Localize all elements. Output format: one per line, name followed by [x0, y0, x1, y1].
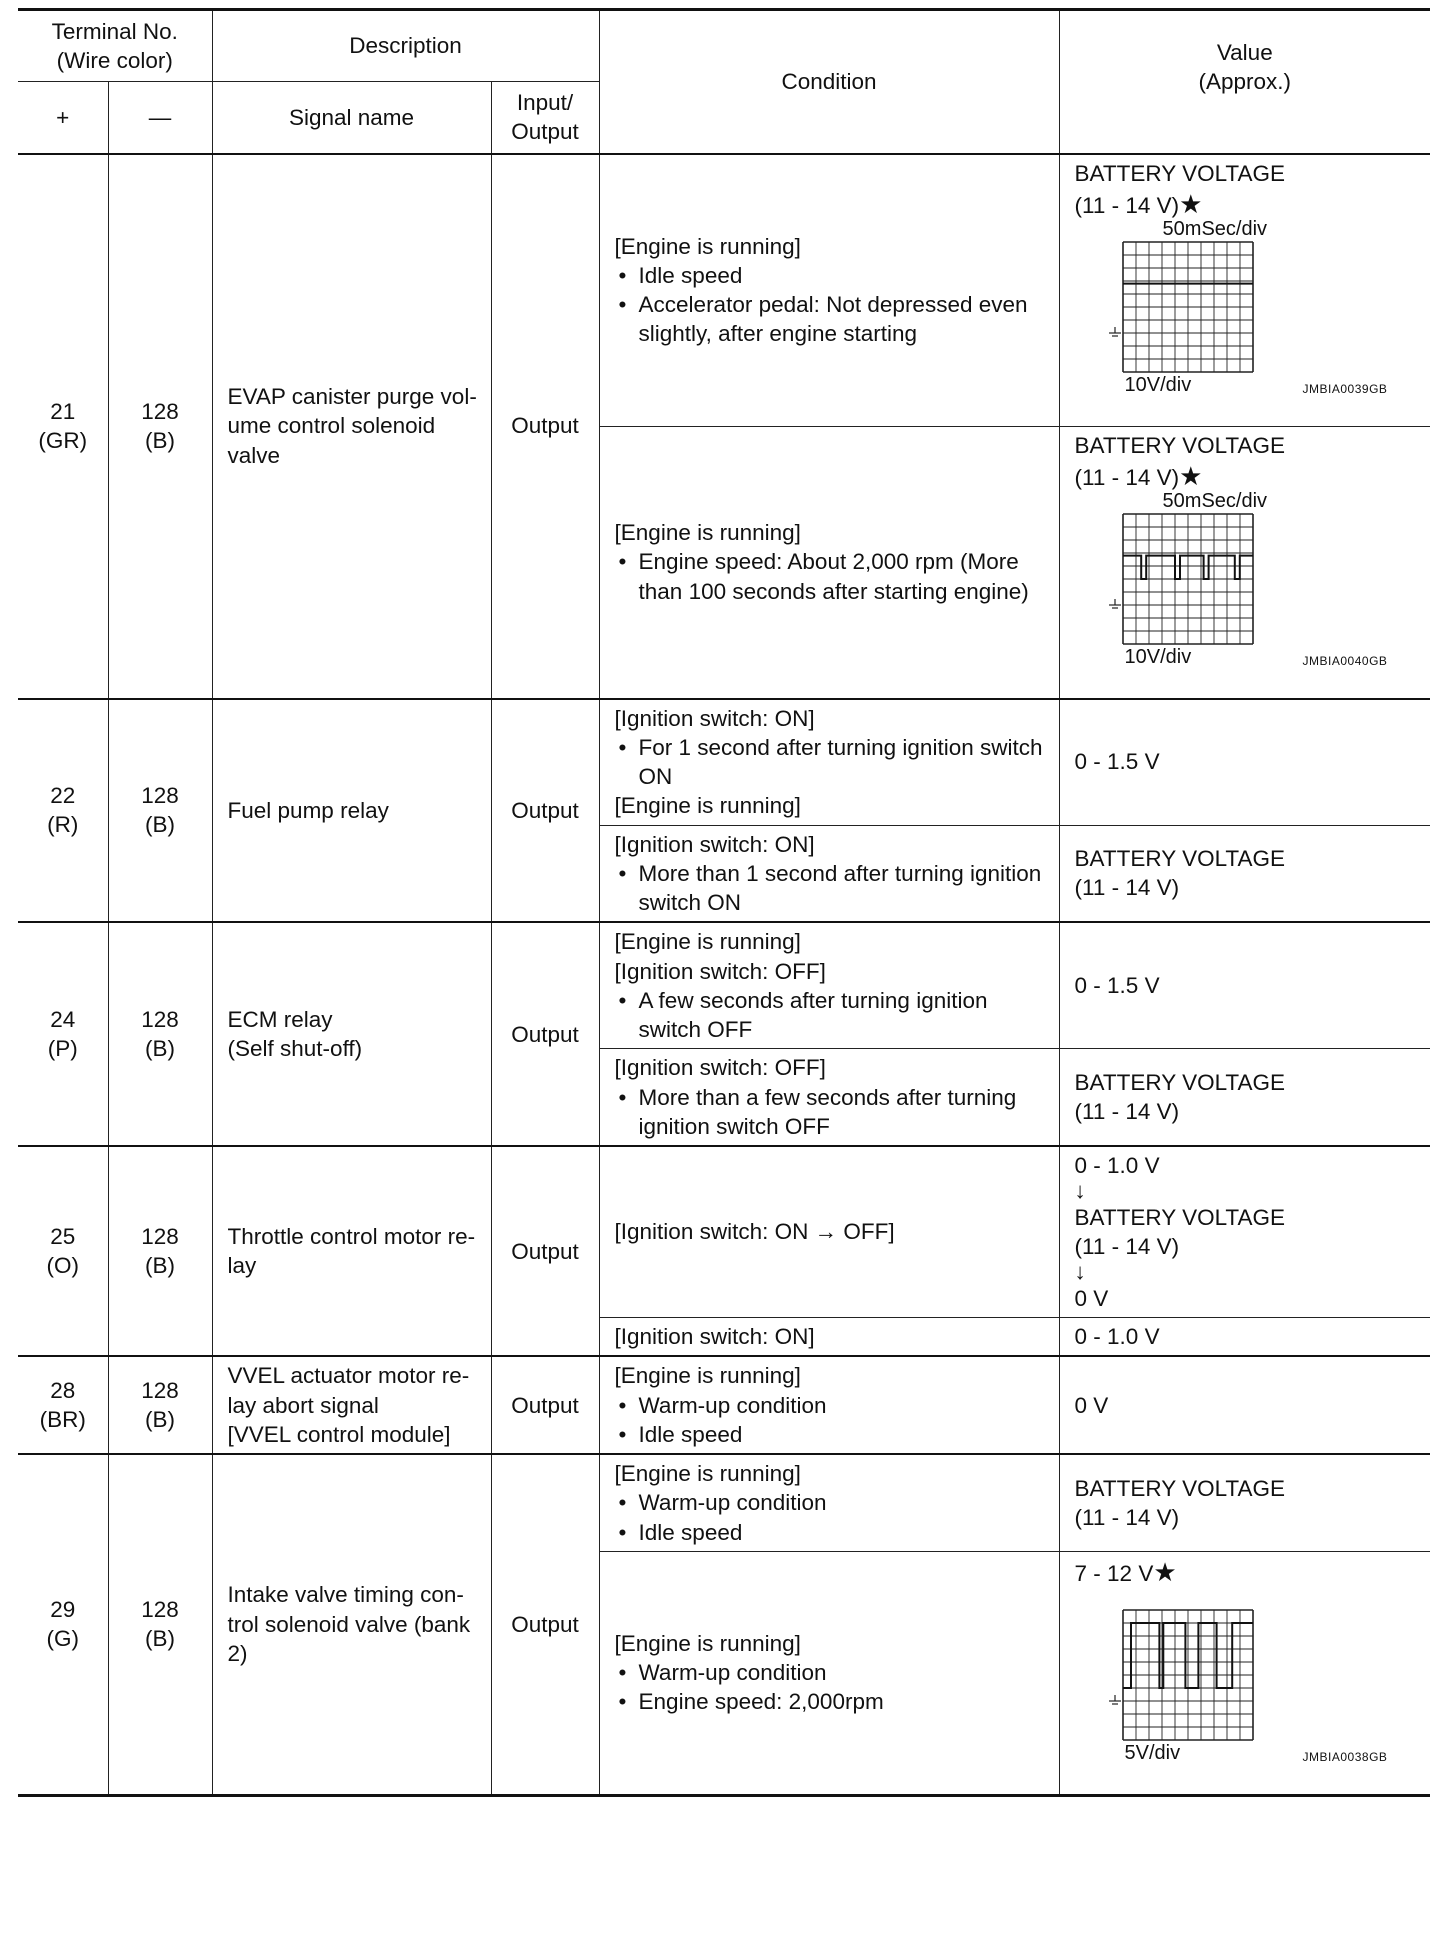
- header-io-line2: Output: [511, 119, 579, 145]
- terminal-positive: [18, 1146, 108, 1356]
- waveform-diagram: [1075, 217, 1405, 422]
- condition-heading: [Engine is running]: [614, 233, 801, 259]
- header-signal-name: Signal name: [212, 82, 491, 154]
- value-line: 0 - 1.0 V: [1074, 1153, 1160, 1179]
- time-division-label: 50mSec/div: [1162, 489, 1268, 512]
- wire-color: (O): [46, 1253, 79, 1279]
- value-line: 0 - 1.5 V: [1074, 973, 1160, 999]
- condition-heading: [Ignition switch: ON]: [614, 705, 815, 731]
- signal-name: [212, 1146, 491, 1356]
- figure-code: JMBIA0040GB: [1302, 653, 1388, 668]
- value-line: BATTERY VOLTAGE: [1074, 160, 1286, 186]
- star-icon: ★: [1153, 1556, 1177, 1587]
- terminal-number: 28: [50, 1377, 76, 1403]
- signal-name-line: trol solenoid valve (bank: [227, 1611, 471, 1637]
- terminal-negative: [108, 699, 212, 923]
- condition-heading: [Ignition switch: OFF]: [614, 958, 826, 984]
- condition-heading: [Engine is running]: [614, 929, 801, 955]
- terminal-number: 128: [141, 1377, 179, 1403]
- table-row: [18, 1356, 1430, 1454]
- figure-code: JMBIA0039GB: [1302, 381, 1388, 396]
- wire-color: (B): [145, 812, 175, 838]
- condition-bullet: • Warm-up condition: [615, 1391, 1051, 1420]
- volt-division-label: 5V/div: [1124, 1741, 1181, 1764]
- signal-name-line: Intake valve timing con-: [227, 1582, 464, 1608]
- waveform-diagram: [1075, 1590, 1405, 1790]
- value-cell: [1059, 1146, 1430, 1318]
- terminal-positive: [18, 922, 108, 1146]
- time-division-label: 50mSec/div: [1162, 217, 1268, 240]
- value-line: BATTERY VOLTAGE: [1074, 1204, 1286, 1230]
- header-terminal-line1: Terminal No.: [51, 18, 178, 44]
- table-row: [18, 699, 1430, 826]
- header-condition: Condition: [599, 10, 1059, 154]
- wire-color: (B): [145, 428, 175, 454]
- value-line: 7 - 12 V: [1074, 1560, 1154, 1586]
- terminal-negative: [108, 922, 212, 1146]
- condition-cell: [599, 1454, 1059, 1551]
- value-line: (11 - 14 V): [1074, 1504, 1180, 1530]
- waveform-diagram: [1075, 489, 1405, 694]
- header-io: [491, 82, 599, 154]
- condition-cell: [599, 1356, 1059, 1454]
- signal-name: [212, 1356, 491, 1454]
- value-line: 0 V: [1074, 1285, 1109, 1311]
- condition-cell: [599, 1049, 1059, 1146]
- star-icon: ★: [1179, 188, 1203, 219]
- value-cell: [1059, 1356, 1430, 1454]
- signal-name: [212, 922, 491, 1146]
- condition-heading: [Engine is running]: [614, 1630, 801, 1656]
- condition-bullet: • Engine speed: About 2,000 rpm (More than 100 seconds after starting engine): [615, 547, 1051, 606]
- input-output: Output: [491, 154, 599, 699]
- value-line: BATTERY VOLTAGE: [1074, 1069, 1286, 1095]
- condition-cell: [599, 1551, 1059, 1795]
- star-icon: ★: [1179, 460, 1203, 491]
- signal-name-line: 2): [227, 1640, 248, 1666]
- value-line: BATTERY VOLTAGE: [1074, 432, 1286, 458]
- condition-bullet: • Warm-up condition: [615, 1658, 1051, 1687]
- value-cell: [1059, 1551, 1430, 1795]
- terminal-negative: [108, 1356, 212, 1454]
- terminal-number: 128: [141, 1223, 179, 1249]
- condition-heading: [Ignition switch: ON → OFF]: [614, 1219, 895, 1245]
- condition-cell: [599, 1146, 1059, 1318]
- condition-heading: [Engine is running]: [614, 520, 801, 546]
- input-output: Output: [491, 699, 599, 923]
- header-io-line1: Input/: [516, 90, 574, 115]
- header-value-line1: Value: [1216, 39, 1273, 65]
- terminal-number: 21: [50, 398, 76, 424]
- header-value: [1059, 10, 1430, 154]
- terminal-number: 128: [141, 1006, 179, 1032]
- value-line: 0 V: [1074, 1392, 1109, 1418]
- terminal-number: 128: [141, 398, 179, 424]
- condition-heading: [Ignition switch: ON]: [614, 831, 815, 857]
- condition-bullet: • Idle speed: [615, 1420, 1051, 1449]
- signal-name-line: lay abort signal: [227, 1392, 379, 1418]
- down-arrow-icon: ↓: [1074, 1178, 1086, 1204]
- terminal-number: 128: [141, 1597, 179, 1623]
- header-terminal: [18, 10, 212, 82]
- header-value-line2: (Approx.): [1198, 68, 1292, 94]
- terminal-number: 128: [141, 783, 179, 809]
- value-cell: [1059, 699, 1430, 826]
- value-line: (11 - 14 V): [1074, 875, 1180, 901]
- value-cell: [1059, 1049, 1430, 1146]
- signal-name: [212, 699, 491, 923]
- value-line: BATTERY VOLTAGE: [1074, 846, 1286, 872]
- condition-bullet: • Idle speed: [615, 1518, 1051, 1547]
- condition-cell: [599, 154, 1059, 427]
- value-line: (11 - 14 V): [1074, 192, 1180, 218]
- table-row: [18, 1146, 1430, 1318]
- wire-color: (G): [46, 1626, 79, 1652]
- down-arrow-icon: ↓: [1074, 1259, 1086, 1285]
- input-output: Output: [491, 1356, 599, 1454]
- input-output: Output: [491, 922, 599, 1146]
- signal-name-line: [VVEL control module]: [227, 1421, 451, 1447]
- condition-heading: [Ignition switch: ON]: [614, 1324, 815, 1350]
- condition-heading: [Engine is running]: [614, 1363, 801, 1389]
- signal-name-line: lay: [227, 1253, 257, 1279]
- value-line: BATTERY VOLTAGE: [1074, 1475, 1286, 1501]
- figure-code: JMBIA0038GB: [1302, 1749, 1388, 1764]
- terminal-negative: [108, 1454, 212, 1795]
- wire-color: (P): [47, 1036, 78, 1062]
- value-line: (11 - 14 V): [1074, 464, 1180, 490]
- signal-name-line: ECM relay: [227, 1006, 333, 1032]
- condition-bullet: • Engine speed: 2,000rpm: [615, 1687, 1051, 1716]
- value-cell: [1059, 426, 1430, 699]
- table-row: [18, 154, 1430, 427]
- wire-color: (GR): [38, 428, 88, 454]
- input-output: Output: [491, 1454, 599, 1795]
- terminal-positive: [18, 699, 108, 923]
- terminal-negative: [108, 154, 212, 699]
- wire-color: (BR): [39, 1407, 86, 1433]
- signal-name-line: ume control solenoid: [227, 413, 436, 439]
- condition-bullet: • More than a few seconds after turning ignition switch OFF: [615, 1083, 1051, 1142]
- signal-name: [212, 1454, 491, 1795]
- condition-cell: [599, 426, 1059, 699]
- signal-name-line: valve: [227, 442, 281, 468]
- header-description: Description: [212, 10, 599, 82]
- header-plus: +: [18, 82, 108, 154]
- table-header: [18, 10, 1430, 154]
- input-output: Output: [491, 1146, 599, 1356]
- wire-color: (B): [145, 1253, 175, 1279]
- terminal-positive: [18, 154, 108, 699]
- value-line-with-star: [1075, 1556, 1425, 1590]
- ecm-terminal-table: [18, 8, 1430, 1797]
- wire-color: (R): [47, 812, 79, 838]
- value-cell: [1059, 1318, 1430, 1357]
- table-row: [18, 1454, 1430, 1551]
- signal-name-line: VVEL actuator motor re-: [227, 1363, 470, 1389]
- value-line: 0 - 1.5 V: [1074, 749, 1160, 775]
- condition-bullet: • A few seconds after turning ignition switch OFF: [615, 986, 1051, 1045]
- condition-cell: [599, 1318, 1059, 1357]
- condition-cell: [599, 825, 1059, 922]
- table-row: [18, 922, 1430, 1049]
- header-terminal-line2: (Wire color): [56, 48, 173, 73]
- terminal-negative: [108, 1146, 212, 1356]
- condition-bullet: • More than 1 second after turning ignition switch ON: [615, 859, 1051, 918]
- value-line: (11 - 14 V): [1074, 1099, 1180, 1125]
- terminal-number: 29: [50, 1597, 76, 1623]
- value-line: 0 - 1.0 V: [1074, 1324, 1160, 1350]
- terminal-number: 24: [50, 1006, 76, 1032]
- wire-color: (B): [145, 1626, 175, 1652]
- table-body: [18, 154, 1430, 1796]
- wire-color: (B): [145, 1407, 175, 1433]
- volt-division-label: 10V/div: [1124, 645, 1192, 668]
- signal-name-line: Fuel pump relay: [227, 797, 389, 823]
- condition-bullet: • Warm-up condition: [615, 1488, 1051, 1517]
- value-cell: [1059, 922, 1430, 1049]
- value-cell: [1059, 825, 1430, 922]
- value-cell: [1059, 1454, 1430, 1551]
- terminal-number: 25: [50, 1223, 76, 1249]
- header-minus: —: [108, 82, 212, 154]
- signal-name-line: (Self shut-off): [227, 1036, 363, 1062]
- condition-cell: [599, 699, 1059, 826]
- volt-division-label: 10V/div: [1124, 373, 1192, 396]
- value-cell: [1059, 154, 1430, 427]
- signal-name-line: EVAP canister purge vol-: [227, 384, 477, 410]
- condition-heading: [Engine is running]: [614, 793, 801, 819]
- condition-bullet: • Accelerator pedal: Not depressed even slightly, after engine starting: [615, 290, 1051, 349]
- wire-color: (B): [145, 1036, 175, 1062]
- signal-name-line: Throttle control motor re-: [227, 1223, 476, 1249]
- condition-heading: [Ignition switch: OFF]: [614, 1055, 826, 1081]
- condition-heading: [Engine is running]: [614, 1461, 801, 1487]
- terminal-positive: [18, 1454, 108, 1795]
- condition-cell: [599, 922, 1059, 1049]
- terminal-number: 22: [50, 783, 76, 809]
- condition-bullet: • For 1 second after turning ignition switch ON: [615, 733, 1051, 792]
- value-line: (11 - 14 V): [1074, 1234, 1180, 1260]
- signal-name: [212, 154, 491, 699]
- terminal-positive: [18, 1356, 108, 1454]
- condition-bullet: • Idle speed: [615, 261, 1051, 290]
